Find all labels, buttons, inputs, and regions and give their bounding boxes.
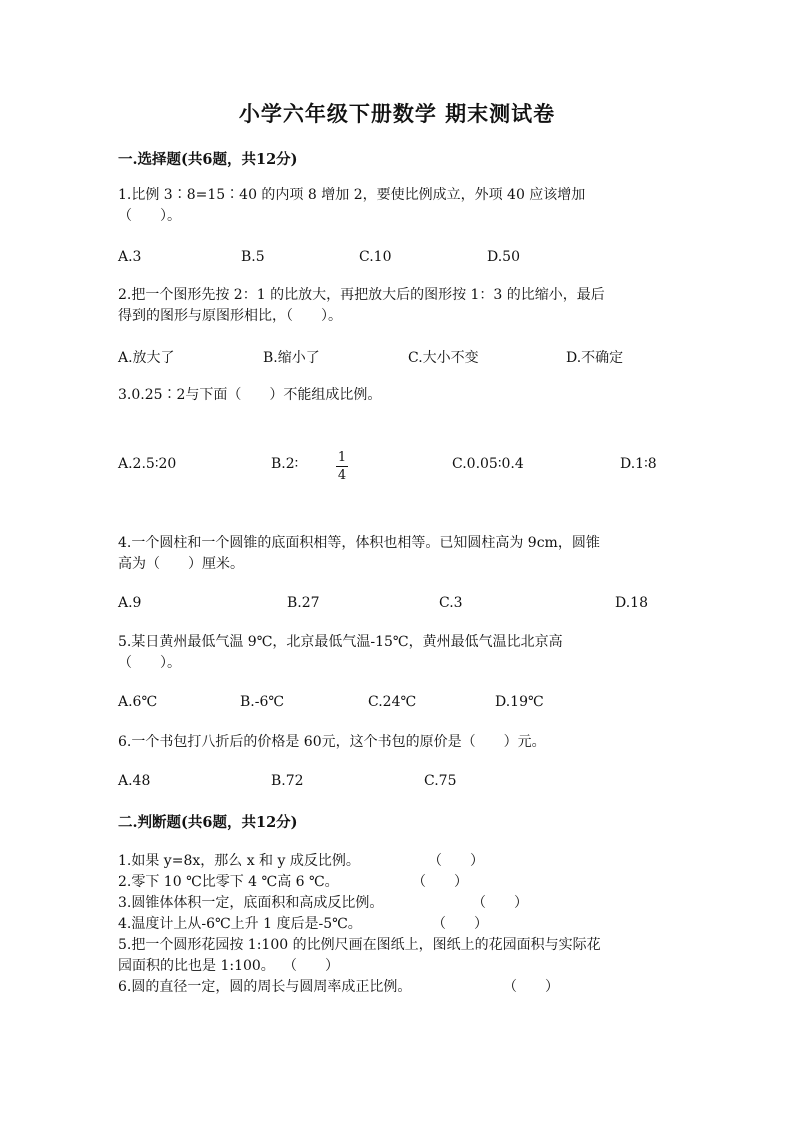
q6-option-a[interactable]: A.48 — [118, 773, 151, 789]
judgement-2-text: 2.零下 10 ℃比零下 4 ℃高 6 ℃。 — [118, 874, 339, 890]
q4-option-c[interactable]: C.3 — [439, 595, 463, 611]
judgement-5-text-cont: 园面积的比也是 1:100。 — [118, 958, 275, 974]
q2-option-c[interactable]: C.大小不变 — [408, 350, 479, 366]
q3-option-a[interactable]: A.2.5∶20 — [118, 456, 177, 472]
judgement-3-text: 3.圆锥体体积一定，底面积和高成反比例。 — [118, 895, 384, 911]
q1-option-b[interactable]: B.5 — [241, 249, 265, 265]
question-2-text-cont: 得到的图形与原图形相比，（ ）。 — [118, 308, 342, 324]
q3-option-b-fraction — [336, 450, 348, 483]
judgement-1-text: 1.如果 y=8x，那么 x 和 y 成反比例。 — [118, 853, 360, 869]
question-4-text-cont: 高为（ ）厘米。 — [118, 556, 244, 572]
q2-option-a[interactable]: A.放大了 — [118, 350, 175, 366]
q4-option-a[interactable]: A.9 — [118, 595, 142, 611]
q5-option-a[interactable]: A.6℃ — [118, 694, 158, 710]
q5-option-b[interactable]: B.-6℃ — [240, 694, 285, 710]
q5-option-d[interactable]: D.19℃ — [495, 694, 544, 710]
section-heading-judgement: 二.判断题(共6题，共12分) — [118, 814, 298, 831]
q1-option-a[interactable]: A.3 — [118, 249, 142, 265]
question-4-text: 4.一个圆柱和一个圆锥的底面积相等，体积也相等。已知圆柱高为 9cm，圆锥 — [118, 535, 600, 551]
q3-option-b[interactable]: B.2∶ — [271, 456, 299, 472]
question-5-text-cont: （ ）。 — [118, 655, 181, 671]
judgement-4-answer-blank[interactable]: （ ） — [432, 916, 488, 932]
question-6-text: 6.一个书包打八折后的价格是 60元，这个书包的原价是（ ）元。 — [118, 734, 546, 750]
question-1-text: 1.比例 3∶8=15∶40 的内项 8 增加 2，要使比例成立，外项 40 应该增加 — [118, 187, 586, 203]
judgement-4-text: 4.温度计上从-6℃上升 1 度后是-5℃。 — [118, 916, 362, 932]
judgement-5-text: 5.把一个圆形花园按 1:100 的比例尺画在图纸上，图纸上的花园面积与实际花 — [118, 937, 601, 953]
fraction-denominator: 4 — [337, 468, 347, 483]
q3-option-c[interactable]: C.0.05∶0.4 — [452, 456, 524, 472]
question-3-text: 3.0.25∶2与下面（ ）不能组成比例。 — [118, 387, 382, 403]
q1-option-d[interactable]: D.50 — [487, 249, 520, 265]
page-title: 小学六年级下册数学 期末测试卷 — [238, 101, 556, 126]
question-5-text: 5.某日黄州最低气温 9℃，北京最低气温-15℃，黄州最低气温比北京高 — [118, 634, 563, 650]
judgement-6-answer-blank[interactable]: （ ） — [503, 979, 559, 995]
q5-option-c[interactable]: C.24℃ — [368, 694, 417, 710]
question-2-text: 2.把一个图形先按 2：1 的比放大，再把放大后的图形按 1：3 的比缩小，最后 — [118, 287, 605, 303]
judgement-6-text: 6.圆的直径一定，圆的周长与圆周率成正比例。 — [118, 979, 412, 995]
q6-option-b[interactable]: B.72 — [271, 773, 304, 789]
judgement-5-answer-blank[interactable]: （ ） — [283, 958, 339, 974]
judgement-3-answer-blank[interactable]: （ ） — [472, 895, 528, 911]
q2-option-b[interactable]: B.缩小了 — [263, 350, 320, 366]
q4-option-b[interactable]: B.27 — [287, 595, 320, 611]
question-1-text-cont: （ ）。 — [118, 208, 181, 224]
fraction-bar — [336, 466, 348, 467]
judgement-2-answer-blank[interactable]: （ ） — [412, 874, 468, 890]
fraction-numerator: 1 — [337, 450, 347, 465]
q1-option-c[interactable]: C.10 — [359, 249, 392, 265]
q2-option-d[interactable]: D.不确定 — [566, 350, 624, 366]
judgement-1-answer-blank[interactable]: （ ） — [428, 853, 484, 869]
q6-option-c[interactable]: C.75 — [424, 773, 457, 789]
q4-option-d[interactable]: D.18 — [615, 595, 648, 611]
q3-option-d[interactable]: D.1∶8 — [620, 456, 657, 472]
section-heading-choice: 一.选择题(共6题，共12分) — [118, 151, 298, 168]
